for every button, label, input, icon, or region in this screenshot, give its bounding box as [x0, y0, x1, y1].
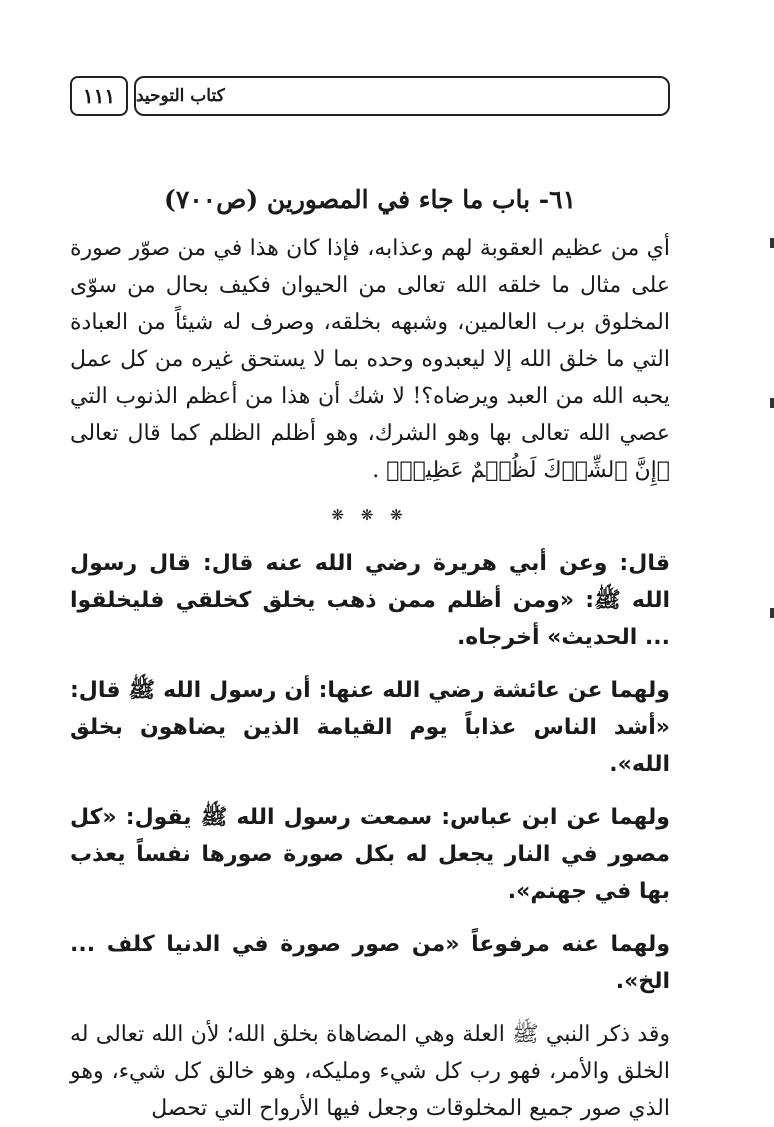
book-title: كتاب التوحيد	[136, 86, 225, 106]
page-number: ١١١	[70, 76, 128, 116]
hadith-paragraph: ولهما عن عائشة رضي الله عنها: أن رسول الله ﷺ قال: «أشد الناس عذاباً يوم القيامة الذين يضاهون بخلق الله».	[70, 678, 670, 777]
page-header	[70, 76, 670, 118]
hadith-paragraph: ولهما عن ابن عباس: سمعت رسول الله ﷺ يقول: «كل مصور في النار يجعل له بكل صورة صورها نفساً يعذب بها في جهنم».	[70, 805, 670, 904]
page-body	[70, 178, 670, 1127]
running-title	[134, 76, 670, 116]
scan-edge-mark	[770, 398, 774, 408]
chapter-title: ٦١- باب ما جاء في المصورين (ص٧٠٠)	[163, 185, 577, 214]
scan-edge-mark	[770, 238, 774, 248]
hadith-paragraph: قال: وعن أبي هريرة رضي الله عنه قال: قال رسول الله ﷺ: «ومن أظلم ممن ذهب يخلق كخلقي فليخلقوا ... الحديث» أخرجاه.	[70, 551, 670, 650]
intro-paragraph: أي من عظيم العقوبة لهم وعذابه، فإذا كان هذا في من صوّر صورة على مثال ما خلقه الله تعالى من الحيوان فكيف بحال من سوّى المخلوق برب العالمين، وشبهه بخلقه، وصرف له شيئاً من العبادة التي ما خلق الله إلا ليعبدوه وحده بما لا يستحق غيره من كل عمل يحبه الله من العبد ويرضاه؟! لا شك أن هذا من أعظم الذنوب التي عصي الله تعالى بها وهو الشرك، وهو أظلم الظلم كما قال تعالى ﴿إِنَّ ٱلشِّرۡكَ لَظُلۡمٌ عَظِيمٞ﴾ .	[70, 236, 670, 483]
scan-edge-mark	[770, 608, 774, 618]
closing-paragraph: وقد ذكر النبي ﷺ العلة وهي المضاهاة بخلق الله؛ لأن الله تعالى له الخلق والأمر، فهو رب كل شيء ومليكه، وهو خالق كل شيء، وهو الذي صور جميع المخلوقات وجعل فيها الأرواح التي تحصل	[70, 1022, 670, 1121]
section-separator: ❋ ❋ ❋	[331, 506, 409, 524]
hadith-paragraph: ولهما عنه مرفوعاً «من صور صورة في الدنيا كلف ... الخ».	[70, 932, 670, 994]
